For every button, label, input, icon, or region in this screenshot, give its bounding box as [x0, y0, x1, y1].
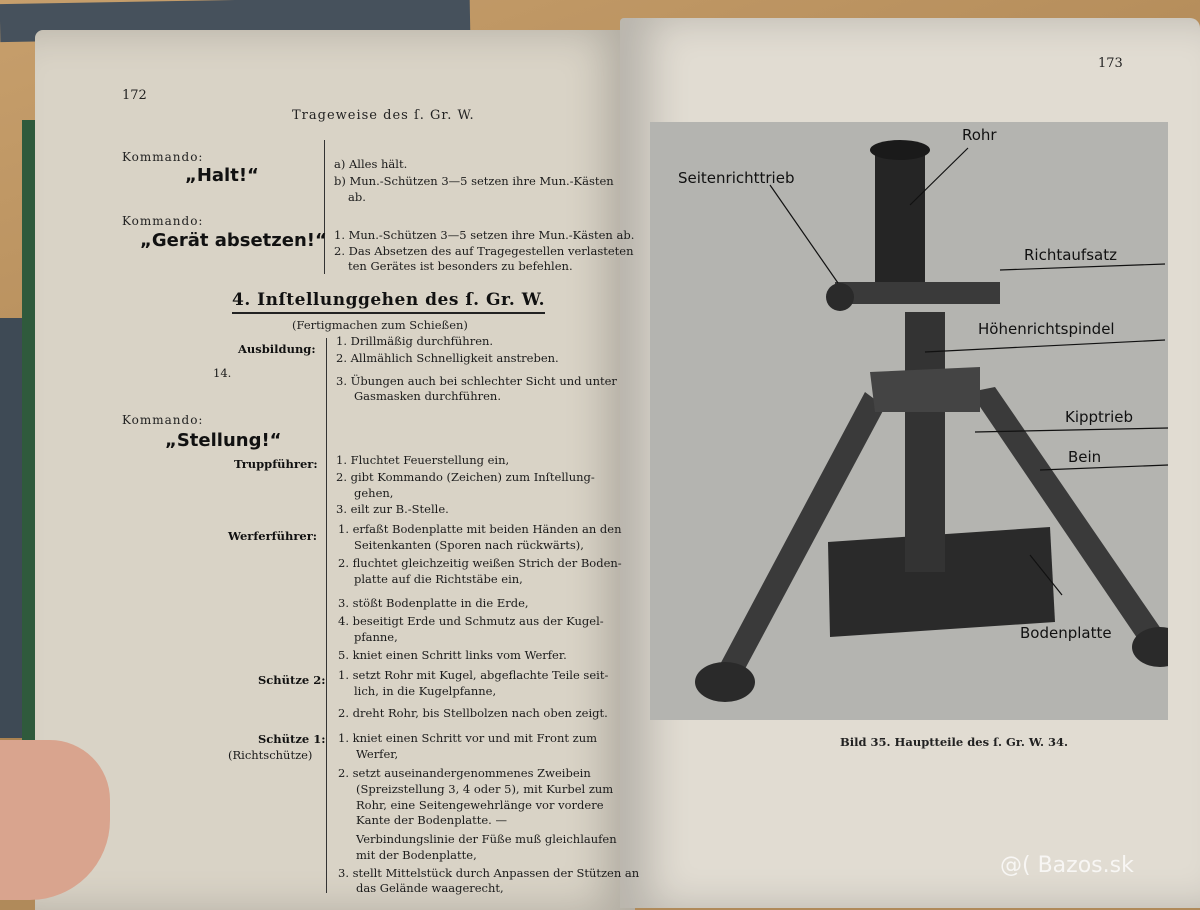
list-item: (Spreizstellung 3, 4 oder 5), mit Kurbel zum: [356, 782, 614, 796]
role-werferfuehrer: Werferführer:: [228, 529, 318, 543]
list-item: 1. kniet einen Schritt vor und mit Front zum: [338, 731, 598, 745]
list-item: 1. setzt Rohr mit Kugel, abgeflachte Teile seit-: [338, 668, 609, 682]
list-item: Kante der Bodenplatte. —: [356, 813, 507, 827]
number-14: 14.: [213, 366, 232, 380]
label-bodenplatte: Bodenplatte: [1020, 624, 1112, 642]
list-item: Werfer,: [356, 747, 399, 761]
list-item: lich, in die Kugelpfanne,: [354, 684, 497, 698]
list-item: 2. setzt auseinandergenommenes Zweibein: [338, 766, 591, 780]
list-item: 3. stößt Bodenplatte in die Erde,: [338, 596, 529, 610]
label-hoehenrichtspindel: Höhenrichtspindel: [978, 320, 1115, 338]
list-item: mit der Bodenplatte,: [356, 848, 477, 862]
list-item: 3. Übungen auch bei schlechter Sicht und unter: [336, 374, 617, 388]
role-schuetze-1: Schütze 1:: [258, 732, 326, 746]
list-item: Rohr, eine Seitengewehrlänge vor vordere: [356, 798, 604, 812]
list-item: ten Gerätes ist besonders zu befehlen.: [348, 259, 573, 273]
list-item: 2. Allmählich Schnelligkeit anstreben.: [336, 351, 559, 365]
list-item: 4. beseitigt Erde und Schmutz aus der Kugel-: [338, 614, 604, 628]
list-item: 1. Mun.-Schützen 3—5 setzen ihre Mun.-Kästen ab.: [334, 228, 635, 242]
list-item: a) Alles hält.: [334, 157, 408, 171]
role-truppfuehrer: Truppführer:: [234, 457, 318, 471]
list-item: Seitenkanten (Sporen nach rückwärts),: [354, 538, 584, 552]
label-bein: Bein: [1068, 448, 1102, 466]
role-richtschuetze: (Richtschütze): [228, 748, 313, 762]
section-subtitle: (Fertigmachen zum Schießen): [292, 318, 468, 332]
list-item: ab.: [348, 190, 366, 204]
list-item: gehen,: [354, 486, 394, 500]
page-number-right: 173: [1098, 56, 1123, 71]
kommando-label: Kommando:: [122, 214, 204, 228]
command-stellung: „Stellung!“: [165, 430, 282, 451]
list-item: 2. gibt Kommando (Zeichen) zum Inſtellung-: [336, 470, 595, 484]
role-ausbildung: Ausbildung:: [238, 342, 316, 356]
list-item: 2. fluchtet gleichzeitig weißen Strich der Boden-: [338, 556, 622, 570]
kommando-label: Kommando:: [122, 150, 204, 164]
list-item: 3. eilt zur B.-Stelle.: [336, 502, 449, 516]
list-item: b) Mun.-Schützen 3—5 setzen ihre Mun.-Kästen: [334, 174, 614, 188]
list-item: 2. Das Absetzen des auf Tragegestellen verlasteten: [334, 244, 634, 258]
watermark: @( Bazos.sk: [1000, 853, 1134, 878]
list-item: 5. kniet einen Schritt links vom Werfer.: [338, 648, 567, 662]
label-rohr: Rohr: [962, 126, 997, 144]
list-item: Verbindungslinie der Füße muß gleichlaufen: [356, 832, 617, 846]
running-head: Trageweise des ſ. Gr. W.: [292, 108, 475, 123]
label-kipptrieb: Kipptrieb: [1065, 408, 1134, 426]
label-richtaufsatz: Richtaufsatz: [1024, 246, 1117, 264]
figure-caption: Bild 35. Hauptteile des ſ. Gr. W. 34.: [840, 735, 1068, 749]
list-item: platte auf die Richtstäbe ein,: [354, 572, 523, 586]
role-schuetze-2: Schütze 2:: [258, 673, 326, 687]
list-item: 1. erfaßt Bodenplatte mit beiden Händen an den: [338, 522, 622, 536]
command-halt: „Halt!“: [185, 165, 259, 186]
list-item: 1. Fluchtet Feuerstellung ein,: [336, 453, 510, 467]
kommando-label: Kommando:: [122, 413, 204, 427]
list-item: 3. stellt Mittelstück durch Anpassen der Stützen an: [338, 866, 640, 880]
list-item: Gasmasken durchführen.: [354, 389, 501, 403]
list-item: 2. dreht Rohr, bis Stellbolzen nach oben zeigt.: [338, 706, 608, 720]
list-item: das Gelände waagerecht,: [356, 881, 504, 895]
list-item: 1. Drillmäßig durchführen.: [336, 334, 494, 348]
section-title: 4. Inſtellunggehen des ſ. Gr. W.: [232, 290, 545, 314]
command-geraet-absetzen: „Gerät absetzen!“: [140, 230, 327, 251]
label-seitenrichttrieb: Seitenrichttrieb: [678, 169, 795, 187]
list-item: pfanne,: [354, 630, 398, 644]
page-number-left: 172: [122, 88, 147, 103]
